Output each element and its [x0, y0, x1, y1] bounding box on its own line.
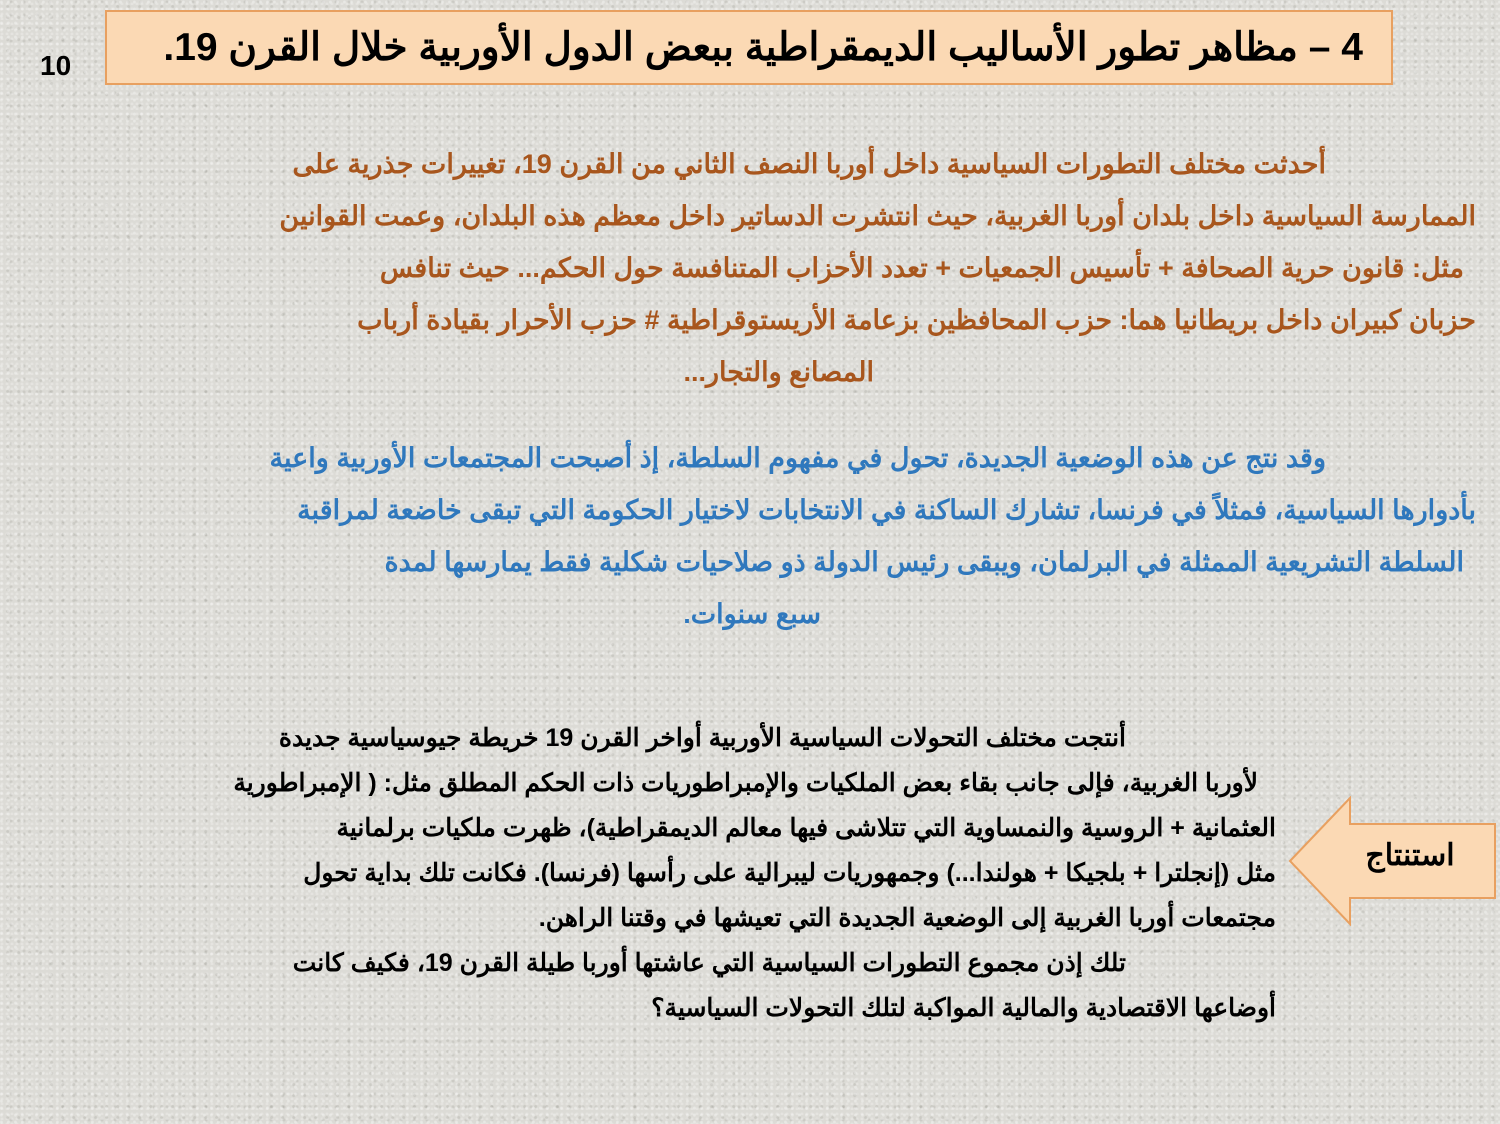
paragraph-line: بأدوارها السياسية، فمثلاً في فرنسا، تشارك الساكنة في الانتخابات لاختيار الحكومة التي تبقى خاضعة لمراقبة	[297, 495, 1476, 525]
paragraph-line: مجتمعات أوربا الغربية إلى الوضعية الجديدة التي تعيشها في وقتنا الراهن.	[538, 904, 1276, 932]
paragraph-line: العثمانية + الروسية والنمساوية التي تتلاشى فيها معالم الديمقراطية)، ظهرت ملكيات برلمانية	[336, 814, 1276, 842]
page-number: 10	[40, 50, 72, 81]
paragraph-line: السلطة التشريعية الممثلة في البرلمان، ويبقى رئيس الدولة ذو صلاحيات شكلية فقط يمارسها لمدة	[384, 547, 1464, 577]
paragraph-concept-of-power	[10, 432, 1476, 640]
paragraph-line: أنتجت مختلف التحولات السياسية الأوربية أواخر القرن 19 خريطة جيوسياسية جديدة	[278, 724, 1126, 752]
paragraph-line: سبع سنوات.	[683, 599, 821, 629]
conclusion-label: استنتاج	[1365, 839, 1455, 872]
title-box	[105, 10, 1393, 85]
paragraph-line: لأوربا الغربية، فإلى جانب بقاء بعض الملكيات والإمبراطوريات ذات الحكم المطلق مثل: ( الإمبراطورية	[233, 769, 1258, 797]
paragraph-political-changes	[20, 138, 1476, 398]
paragraph-line: أحدثت مختلف التطورات السياسية داخل أوربا النصف الثاني من القرن 19، تغييرات جذرية على	[292, 149, 1326, 179]
paragraph-line: مثل (إنجلترا + بلجيكا + هولندا...) وجمهوريات ليبرالية على رأسها (فرنسا). فكانت تلك بداية تحول	[303, 859, 1276, 887]
paragraph-line: تلك إذن مجموع التطورات السياسية التي عاشتها أوربا طيلة القرن 19، فكيف كانت	[292, 949, 1126, 977]
paragraph-line: المصانع والتجار...	[683, 357, 874, 387]
paragraph-line: الممارسة السياسية داخل بلدان أوربا الغربية، حيث انتشرت الدساتير داخل معظم هذه البلدان، وعمت القوانين	[279, 201, 1476, 231]
paragraph-line: مثل: قانون حرية الصحافة + تأسيس الجمعيات + تعدد الأحزاب المتنافسة حول الحكم... حيث تنافس	[379, 253, 1464, 283]
paragraph-line: وقد نتج عن هذه الوضعية الجديدة، تحول في مفهوم السلطة، إذ أصبحت المجتمعات الأوربية واعية	[269, 443, 1326, 473]
paragraph-line: حزبان كبيران داخل بريطانيا هما: حزب المحافظين بزعامة الأريستوقراطية # حزب الأحرار بقيادة أرباب	[357, 305, 1476, 335]
paragraph-line: أوضاعها الاقتصادية والمالية المواكبة لتلك التحولات السياسية؟	[651, 994, 1276, 1022]
page-title: 4 – مظاهر تطور الأساليب الديمقراطية ببعض الدول الأوربية خلال القرن 19.	[163, 26, 1363, 69]
paragraph-conclusion	[20, 716, 1276, 1031]
